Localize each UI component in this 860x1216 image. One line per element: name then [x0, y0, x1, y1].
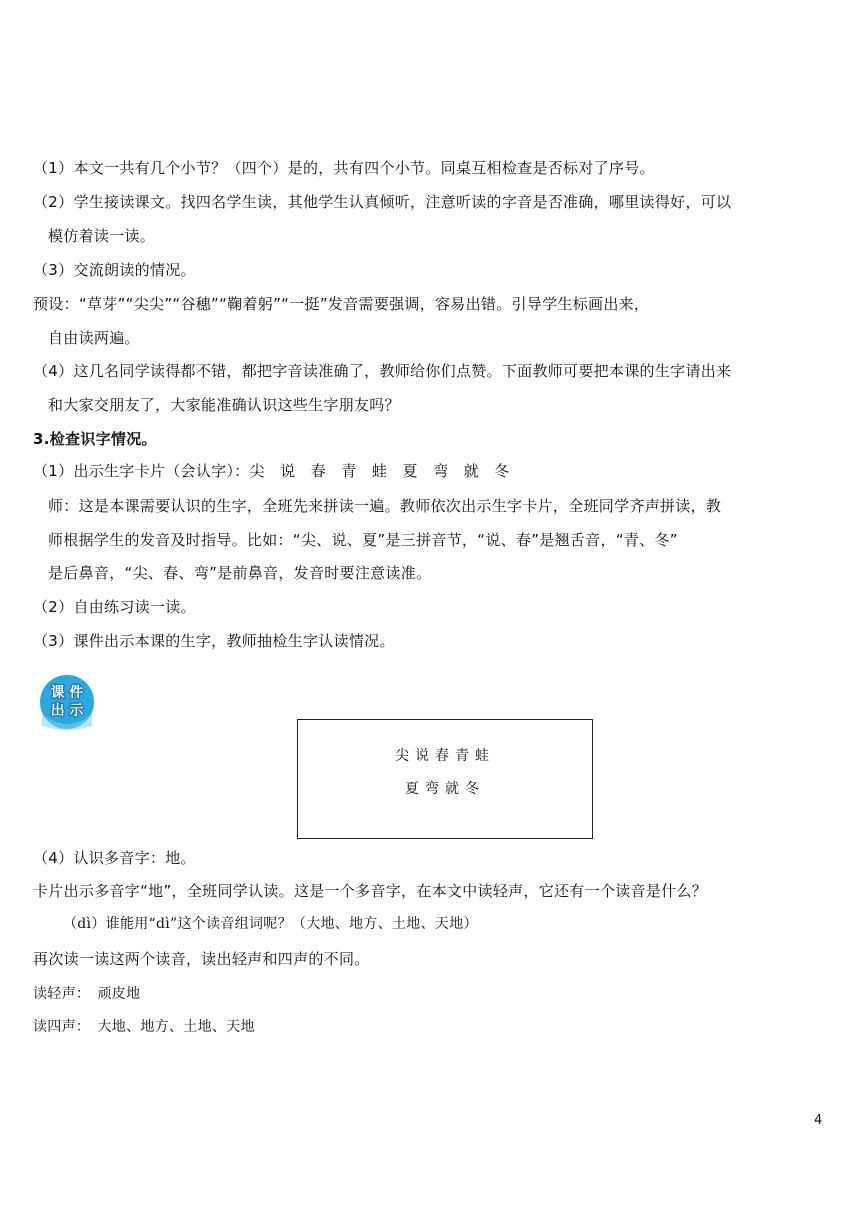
paragraph-free-practice: （2）自由练习读一读。	[33, 598, 196, 616]
paragraph-read-aloud: （2）学生接读课文。找四名学生读，其他学生认真倾听，注意听读的字音是否准确，哪里读得好，可以	[33, 193, 732, 211]
section-heading-check-literacy: 3.检查识字情况。	[33, 430, 157, 448]
card-row-2: 夏弯就冬	[405, 781, 485, 797]
paragraph-fourth-tone: 读四声： 大地、地方、土地、天地	[33, 1019, 255, 1035]
paragraph-exchange: （3）交流朗读的情况。	[33, 261, 196, 279]
paragraph-word-building: （dì）谁能用“dì”这个读音组词呢？（大地、地方、土地、天地）	[63, 916, 478, 932]
paragraph-section-count: （1）本文一共有几个小节？（四个）是的，共有四个小节。同桌互相检查是否标对了序号。	[33, 159, 655, 177]
paragraph-read-aloud-cont: 模仿着读一读。	[48, 227, 156, 245]
paragraph-neutral-tone: 读轻声： 顽皮地	[33, 986, 141, 1002]
badge-text-top: 课 件	[50, 685, 84, 701]
character-card	[297, 719, 593, 839]
paragraph-show-cards: （1）出示生字卡片（会认字）：尖 说 春 青 蛙 夏 弯 就 冬	[33, 462, 510, 480]
paragraph-preset-cont: 自由读两遍。	[48, 329, 140, 347]
paragraph-praise-cont: 和大家交朋友了，大家能准确认识这些生字朋友吗？	[48, 396, 400, 414]
paragraph-teacher: 师：这是本课需要认识的生字，全班先来拼读一遍。教师依次出示生字卡片，全班同学齐声拼读，教	[48, 497, 722, 515]
paragraph-courseware: （3）课件出示本课的生字，教师抽检生字认读情况。	[33, 632, 395, 650]
card-row-1: 尖说春青蛙	[395, 748, 495, 764]
badge-text-bottom: 出 示	[50, 703, 84, 719]
paragraph-polyphone: （4）认识多音字：地。	[33, 849, 196, 867]
courseware-badge-icon	[34, 674, 100, 730]
paragraph-card-polyphone: 卡片出示多音字“地”，全班同学认读。这是一个多音字，在本文中读轻声，它还有一个读音是什么？	[33, 882, 708, 900]
paragraph-teacher-cont2: 是后鼻音，“尖、春、弯”是前鼻音，发音时要注意读准。	[48, 564, 432, 582]
paragraph-praise: （4）这几名同学读得都不错，都把字音读准确了，教师给你们点赞。下面教师可要把本课的生字请出来	[33, 362, 732, 380]
paragraph-read-again: 再次读一读这两个读音，读出轻声和四声的不同。	[33, 950, 370, 968]
paragraph-teacher-cont1: 师根据学生的发音及时指导。比如：“尖、说、夏”是三拼音节，“说、春”是翘舌音，“青、冬”	[48, 531, 678, 549]
paragraph-preset: 预设：“草芽”“尖尖”“谷穗”“鞠着躬”“一挺”发音需要强调，容易出错。引导学生标画出来，	[33, 295, 650, 313]
page-number: 4	[814, 1113, 823, 1128]
